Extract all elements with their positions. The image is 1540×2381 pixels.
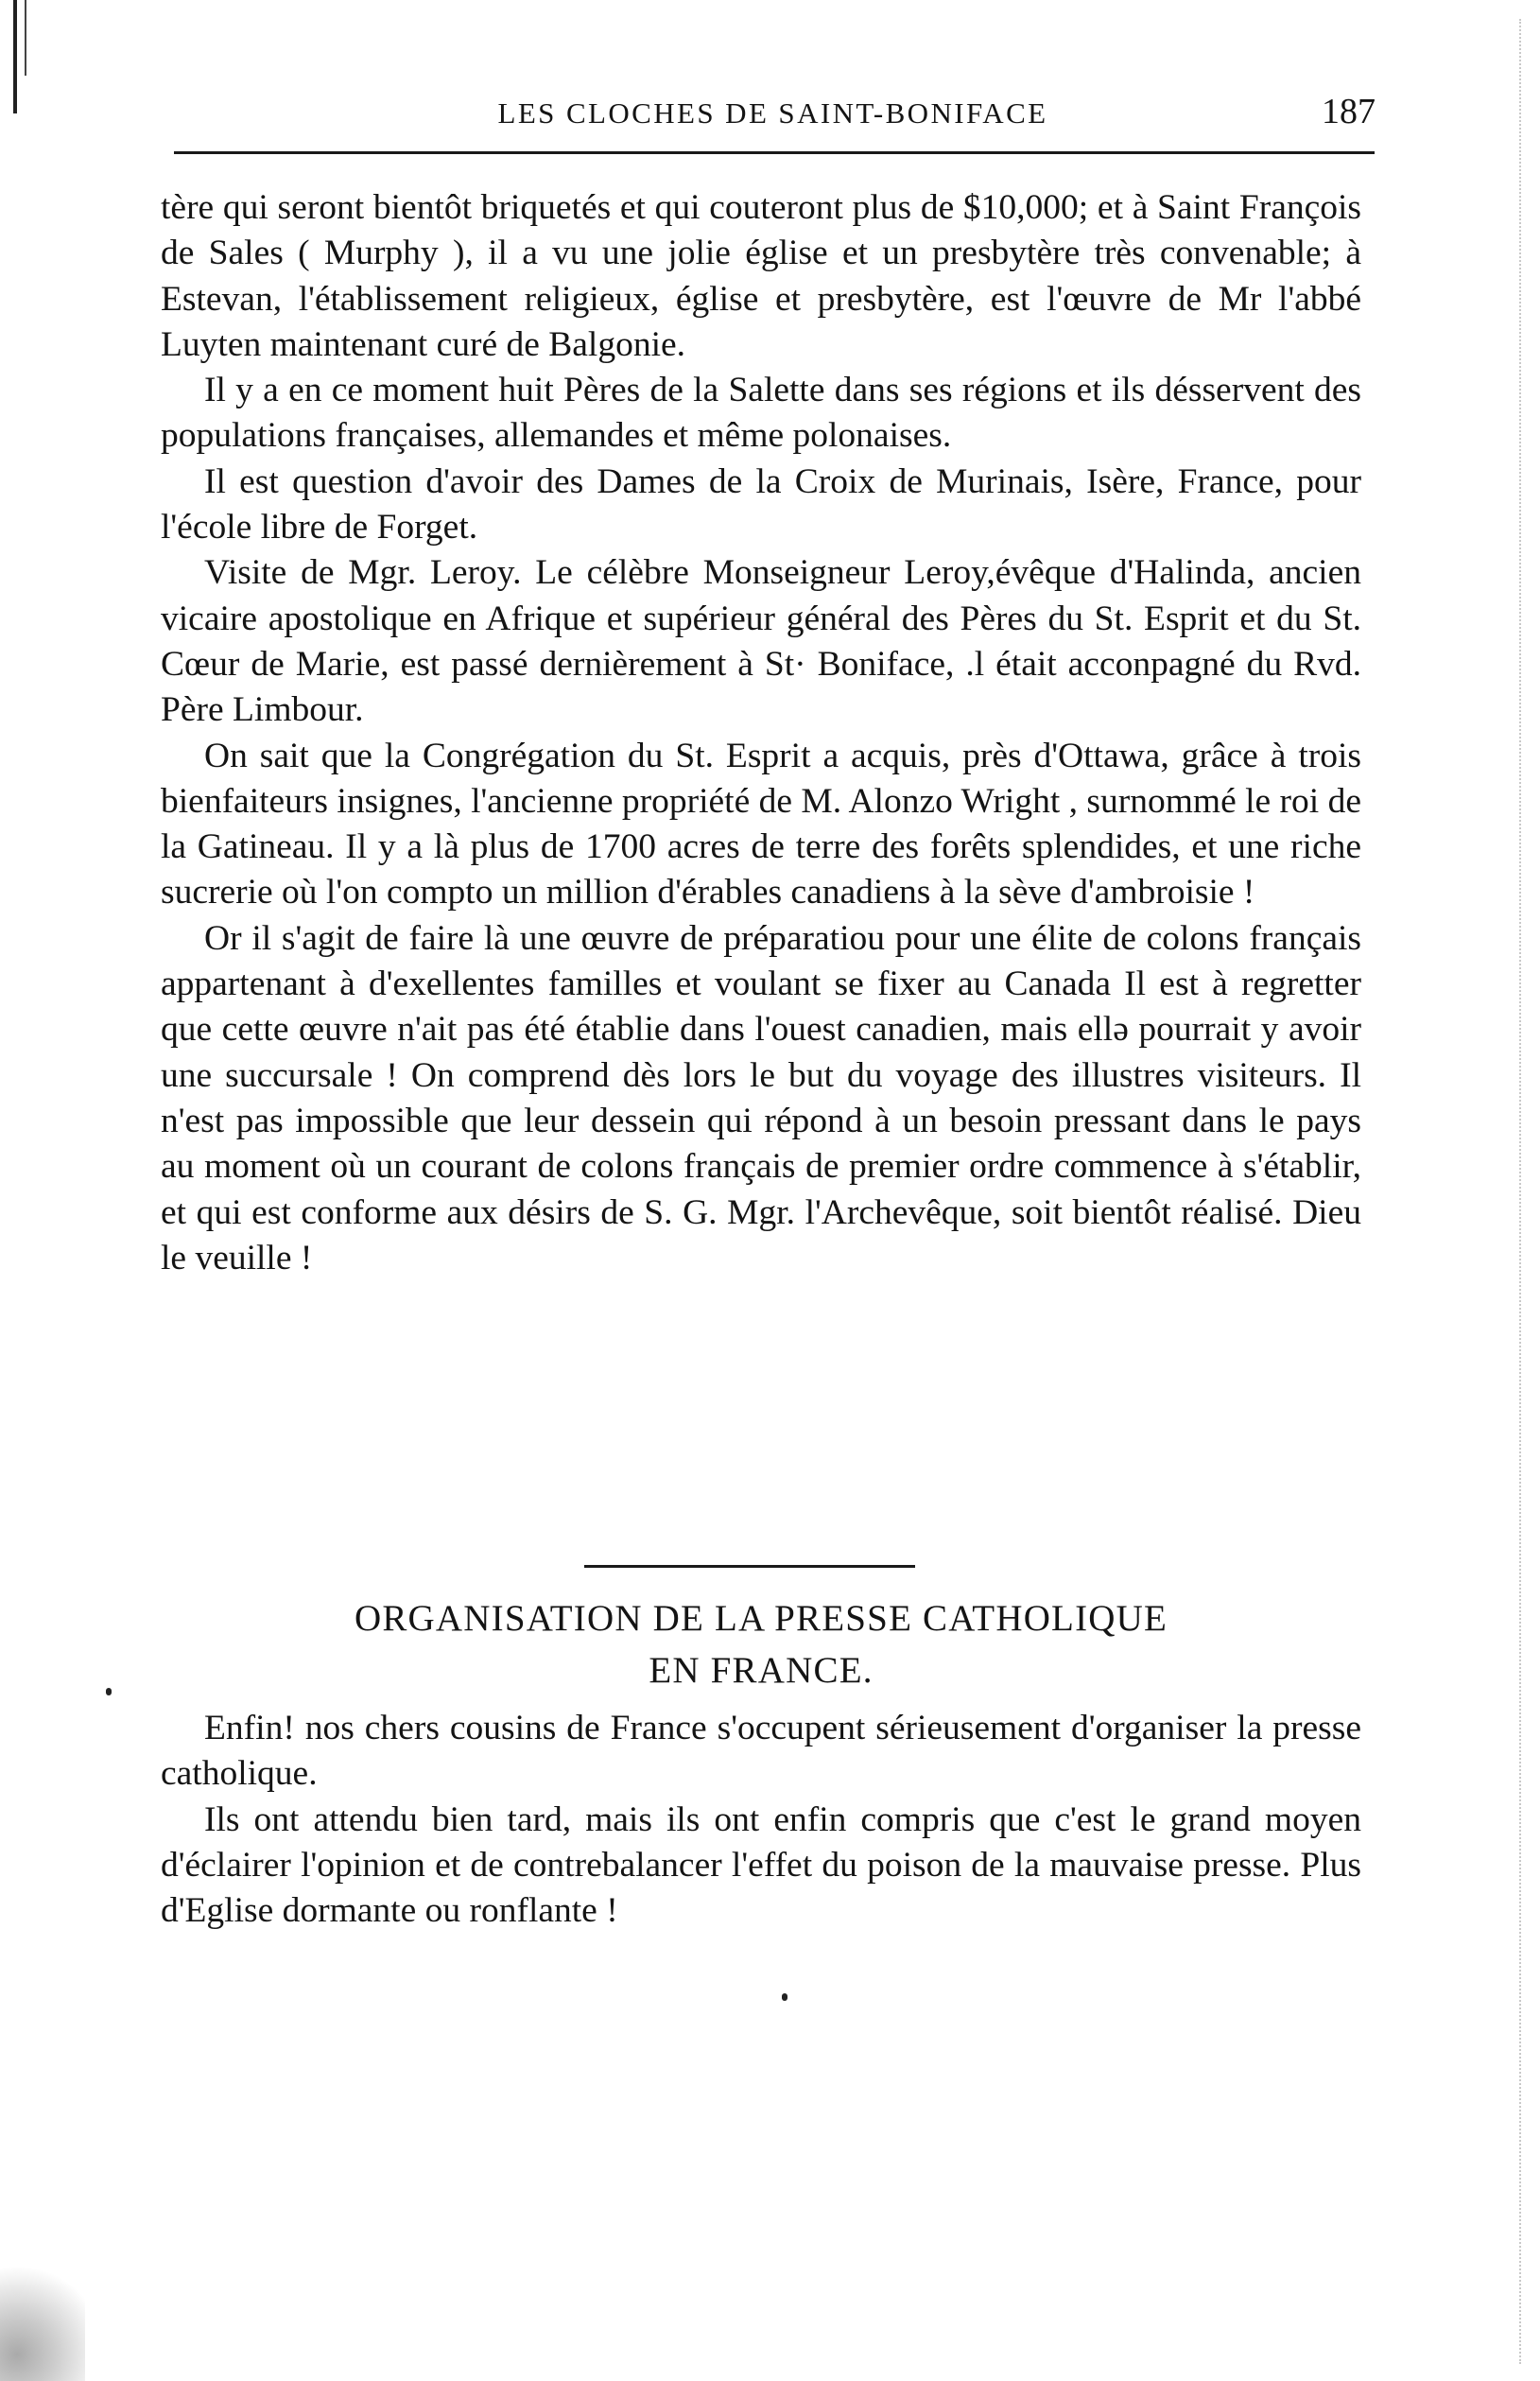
page-number: 187	[1322, 92, 1376, 131]
page-edge-mark	[25, 0, 26, 76]
paragraph: Enfin! nos chers cousins de France s'occupent sérieusement d'organiser la presse catholique.	[161, 1709, 1361, 1794]
paragraph: Ils ont attendu bien tard, mais ils ont enfin compris que c'est le grand moyen d'éclairer l'opinion et de contrebalancer l'effet du poison de la mauvaise presse. Plus d'Eglise dormante ou ronflante !	[161, 1799, 1361, 1931]
paragraph: Il y a en ce moment huit Pères de la Salette dans ses régions et ils désservent des populations françaises, allemandes et même polonaises.	[161, 371, 1361, 456]
section-heading-line: ORGANISATION DE LA PRESSE CATHOLIQUE	[354, 1598, 1168, 1639]
paragraph: On sait que la Congrégation du St. Esprit a acquis, près d'Ottawa, grâce à trois bienfaiteurs insignes, l'ancienne propriété de M. Alonzo Wright , surnommé le roi de la Gatineau. Il y a là plus de 1700 acres de terre des forêts splendides, et une riche sucrerie où l'on compto un million d'érables canadiens à la sève d'ambroisie !	[161, 736, 1361, 912]
paragraph: Il est question d'avoir des Dames de la Croix de Murinais, Isère, France, pour l'école libre de Forget.	[161, 461, 1361, 547]
section-text-block	[161, 1706, 1361, 1934]
page-margin-dots	[1517, 19, 1521, 2364]
section-heading	[161, 1592, 1361, 1696]
ink-speck	[106, 1688, 112, 1695]
header-rule	[174, 151, 1375, 154]
paragraph: Or il s'agit de faire là une œuvre de préparatiou pour une élite de colons français appartenant à d'exellentes familles et voulant se fixer au Canada Il est à regretter que cette œuvre n'ait pas été établie dans l'ouest canadien, mais ellə pourrait y avoir une succursale ! On comprend dès lors le but du voyage des illustres visiteurs. Il n'est pas impossible que leur dessein qui répond à un besoin pressant dans le pays au moment où un courant de colons français de premier ordre commence à s'établir, et qui est conforme aux désirs de S. G. Mgr. l'Archevêque, soit bientôt réalisé. Dieu le veuille !	[161, 918, 1361, 1277]
ink-speck	[782, 1993, 787, 2001]
paragraph: Visite de Mgr. Leroy. Le célèbre Monseigneur Leroy,évêque d'Halinda, ancien vicaire apostolique en Afrique et supérieur général des Pères du St. Esprit et du St. Cœur de Marie, est passé dernièrement à St· Boniface, .l était acconpagné du Rvd. Père Limbour.	[161, 553, 1361, 730]
main-text-block	[161, 185, 1361, 1281]
paragraph: tère qui seront bientôt briquetés et qui couteront plus de $10,000; et à Saint François de Sales ( Murphy ), il a vu une jolie église et un presbytère très convenable; à Estevan, l'établissement religieux, église et presbytère, est l'œuvre de Mr l'abbé Luyten maintenant curé de Balgonie.	[161, 188, 1361, 364]
running-title: LES CLOCHES DE SAINT-BONIFACE	[497, 96, 1048, 130]
section-divider	[584, 1565, 915, 1568]
page-edge-mark	[13, 0, 17, 113]
section-heading-line: EN FRANCE.	[649, 1650, 874, 1691]
scan-smudge	[0, 2249, 85, 2381]
running-head	[170, 91, 1376, 138]
